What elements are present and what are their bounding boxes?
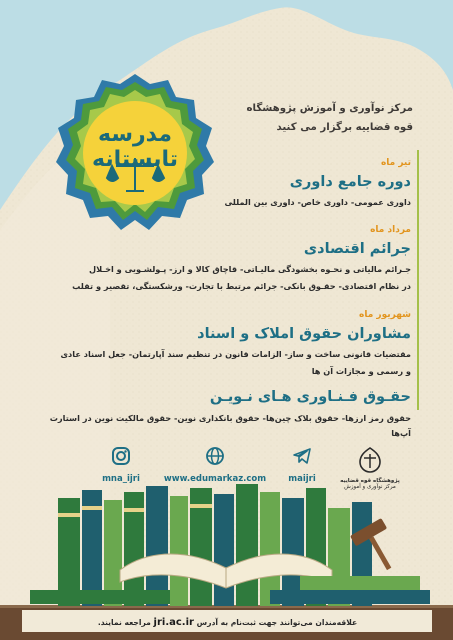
section-4-desc: حقوق رمز ارزها- حقوق بلاک چین‌ها- حقوق بانکداری نوین- حقوق مالکیت نوین در استارت آپ‌ها [49, 413, 411, 438]
footer-text-after: مراجعه نمایند. [97, 618, 151, 627]
telegram-handle: maijri [288, 474, 316, 484]
accent-line [417, 150, 419, 410]
section-3-month: شهریور ماه [359, 310, 411, 320]
section-4-title: حقـوق فـنـاوری هـای نـویـن [209, 389, 411, 405]
badge-title: مدرسه تابستانه [91, 122, 178, 172]
footer-text-before: علاقه‌مندان می‌توانند جهت ثبت‌نام به آدرس [196, 618, 358, 627]
section-1-title: دوره جامع داوری [289, 174, 411, 190]
judiciary-emblem-icon [356, 446, 384, 474]
section-1-month: تیر ماه [380, 158, 411, 168]
section-1-desc: داوری عمومی- داوری خاص- داوری بین المللی [224, 197, 411, 207]
section-3-desc-1: مقتضیات قانونی ساخت و ساز- الزامات قانون در تنظیم سند آپارتمان- جعل اسناد عادی [60, 349, 411, 359]
instagram-icon [111, 446, 131, 466]
section-3-title: مشاوران حقوق املاک و اسناد [197, 326, 411, 342]
footer-registration [30, 617, 425, 628]
institute-line-2: مرکز نوآوری و آموزش [344, 484, 396, 490]
telegram-icon [292, 446, 312, 466]
summer-school-badge [52, 70, 218, 236]
section-2-desc-1: جـرائم مالیاتی و نحـوه بخشودگی مالیـاتی- قاچاق کالا و ارز- پـولشـویی و اخـلال [89, 264, 411, 274]
section-2-desc-2: در نظام اقتصادی- حقـوق بانکی- جرائم مرتبط با تجارت- ورشکستگی، تقصیر و تقلب [72, 281, 411, 291]
section-2-title: جرائم اقتصادی [303, 241, 411, 257]
footer-url[interactable]: jri.ac.ir [153, 617, 194, 628]
website-url: www.edumarkaz.com [163, 474, 267, 484]
globe-icon [205, 446, 225, 466]
books-illustration [0, 478, 453, 608]
section-2-month: مرداد ماه [370, 225, 411, 235]
institute-line-1: پژوهشگاه قوه قضاییه [340, 478, 400, 484]
instagram-handle: mna_ijri [102, 474, 140, 484]
organizer-line-1: مرکز نوآوری و آموزش پژوهشگاه [246, 103, 413, 114]
organizer-line-2: قوه قضاییه برگزار می کنید [276, 122, 413, 133]
section-3-desc-2: و رسمی و مجازات آن ها [311, 366, 411, 376]
